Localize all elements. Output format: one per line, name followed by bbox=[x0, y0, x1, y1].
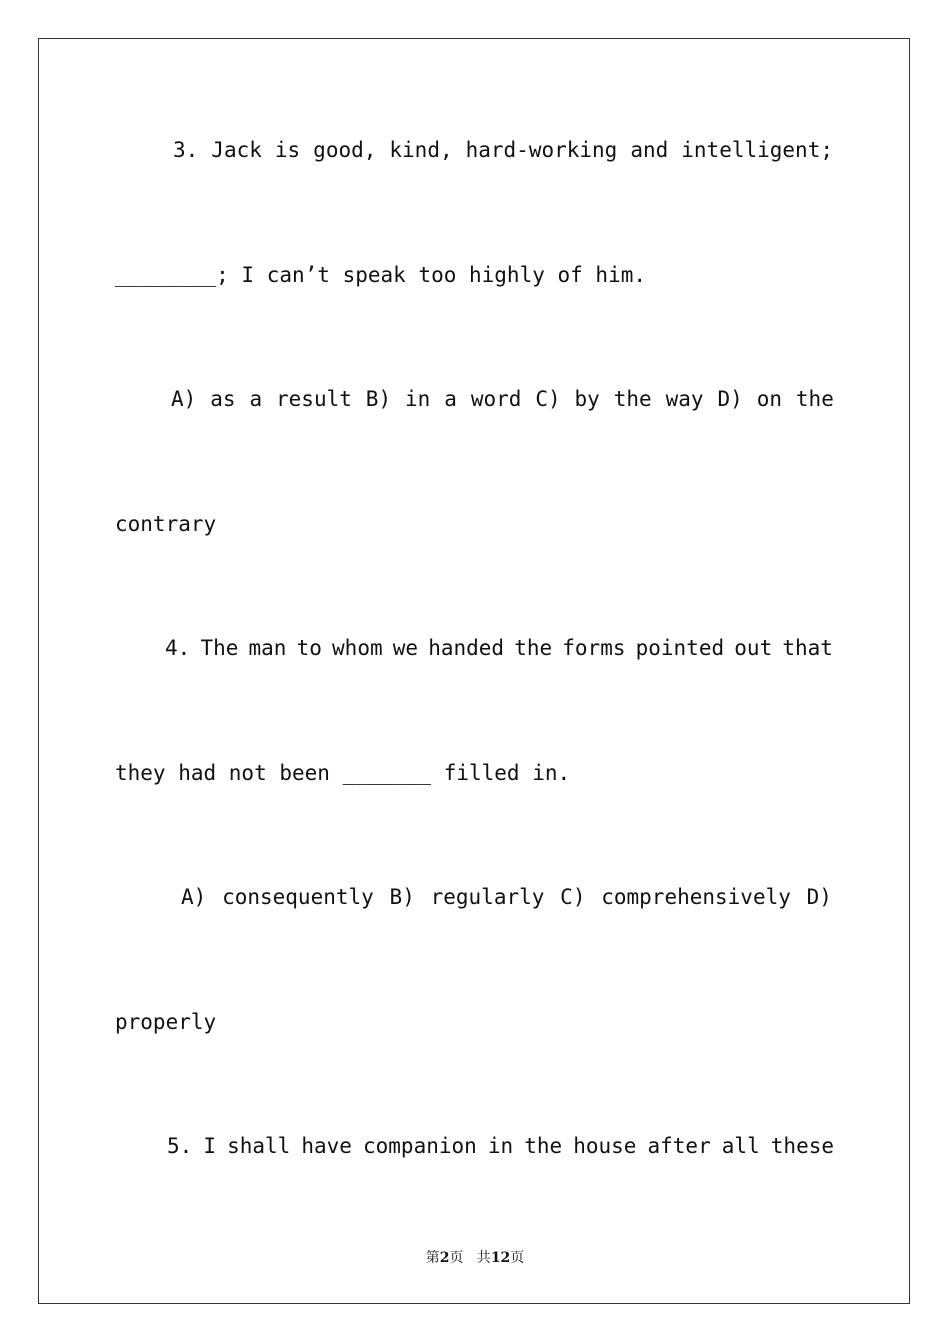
word: consequently bbox=[222, 885, 374, 909]
word: Jack bbox=[211, 138, 262, 162]
word: intelligent; bbox=[681, 138, 833, 162]
word: we bbox=[392, 636, 419, 660]
word: after bbox=[647, 1134, 711, 1158]
word: on bbox=[756, 387, 782, 411]
footer-page-number: 2 bbox=[439, 1250, 450, 1266]
word: B) bbox=[365, 387, 392, 411]
word: in bbox=[487, 1134, 514, 1158]
word: A) bbox=[171, 387, 197, 411]
word: D) bbox=[717, 387, 743, 411]
word: comprehensively bbox=[601, 885, 791, 909]
word: 3. bbox=[173, 138, 199, 162]
footer-suffix: 页 bbox=[510, 1250, 525, 1266]
q3-options bbox=[171, 386, 834, 412]
word: is bbox=[274, 138, 301, 162]
word: companion bbox=[363, 1134, 477, 1158]
word: a bbox=[249, 387, 263, 411]
word: as bbox=[210, 387, 236, 411]
word: these bbox=[770, 1134, 834, 1158]
q3-options-cont: contrary bbox=[115, 512, 217, 536]
word: forms bbox=[562, 636, 626, 660]
word: C) bbox=[560, 885, 586, 909]
word: the bbox=[613, 387, 652, 411]
q3-line1 bbox=[173, 137, 833, 163]
word: the bbox=[795, 387, 834, 411]
word: shall bbox=[227, 1134, 291, 1158]
footer-mid: 页 共 bbox=[449, 1250, 491, 1266]
page-frame bbox=[38, 38, 910, 1304]
word: in bbox=[405, 387, 431, 411]
word: C) bbox=[535, 387, 561, 411]
word: kind, bbox=[389, 138, 453, 162]
word: that bbox=[782, 636, 833, 660]
word: and bbox=[630, 138, 669, 162]
word: 5. bbox=[167, 1134, 193, 1158]
word: The bbox=[200, 636, 239, 660]
word: house bbox=[573, 1134, 637, 1158]
word: to bbox=[296, 636, 322, 660]
word: handed bbox=[428, 636, 505, 660]
word: regularly bbox=[430, 885, 545, 909]
word: way bbox=[665, 387, 704, 411]
word: the bbox=[514, 636, 553, 660]
word: have bbox=[301, 1134, 352, 1158]
q4-options bbox=[181, 884, 832, 910]
page-footer bbox=[0, 1247, 950, 1267]
word: result bbox=[276, 387, 352, 411]
word: A) bbox=[181, 885, 207, 909]
word: D) bbox=[806, 885, 832, 909]
word: B) bbox=[389, 885, 415, 909]
word: good, bbox=[313, 138, 377, 162]
footer-total-pages: 12 bbox=[490, 1250, 511, 1266]
word: the bbox=[524, 1134, 563, 1158]
word: a bbox=[444, 387, 457, 411]
q4-line1 bbox=[165, 635, 833, 661]
word: out bbox=[734, 636, 773, 660]
word: whom bbox=[332, 636, 383, 660]
word: 4. bbox=[165, 636, 191, 660]
word: I bbox=[203, 1134, 217, 1158]
q3-line2: ________; I can’t speak too highly of him. bbox=[115, 263, 647, 287]
word: all bbox=[721, 1134, 760, 1158]
word: man bbox=[248, 636, 287, 660]
q4-options-cont: properly bbox=[115, 1010, 217, 1034]
footer-prefix: 第 bbox=[425, 1250, 440, 1266]
word: by bbox=[574, 387, 600, 411]
q5-line1 bbox=[167, 1133, 834, 1159]
word: hard-working bbox=[465, 138, 618, 162]
word: word bbox=[470, 387, 522, 411]
q4-line2: they had not been _______ filled in. bbox=[115, 761, 571, 785]
word: pointed bbox=[635, 636, 725, 660]
